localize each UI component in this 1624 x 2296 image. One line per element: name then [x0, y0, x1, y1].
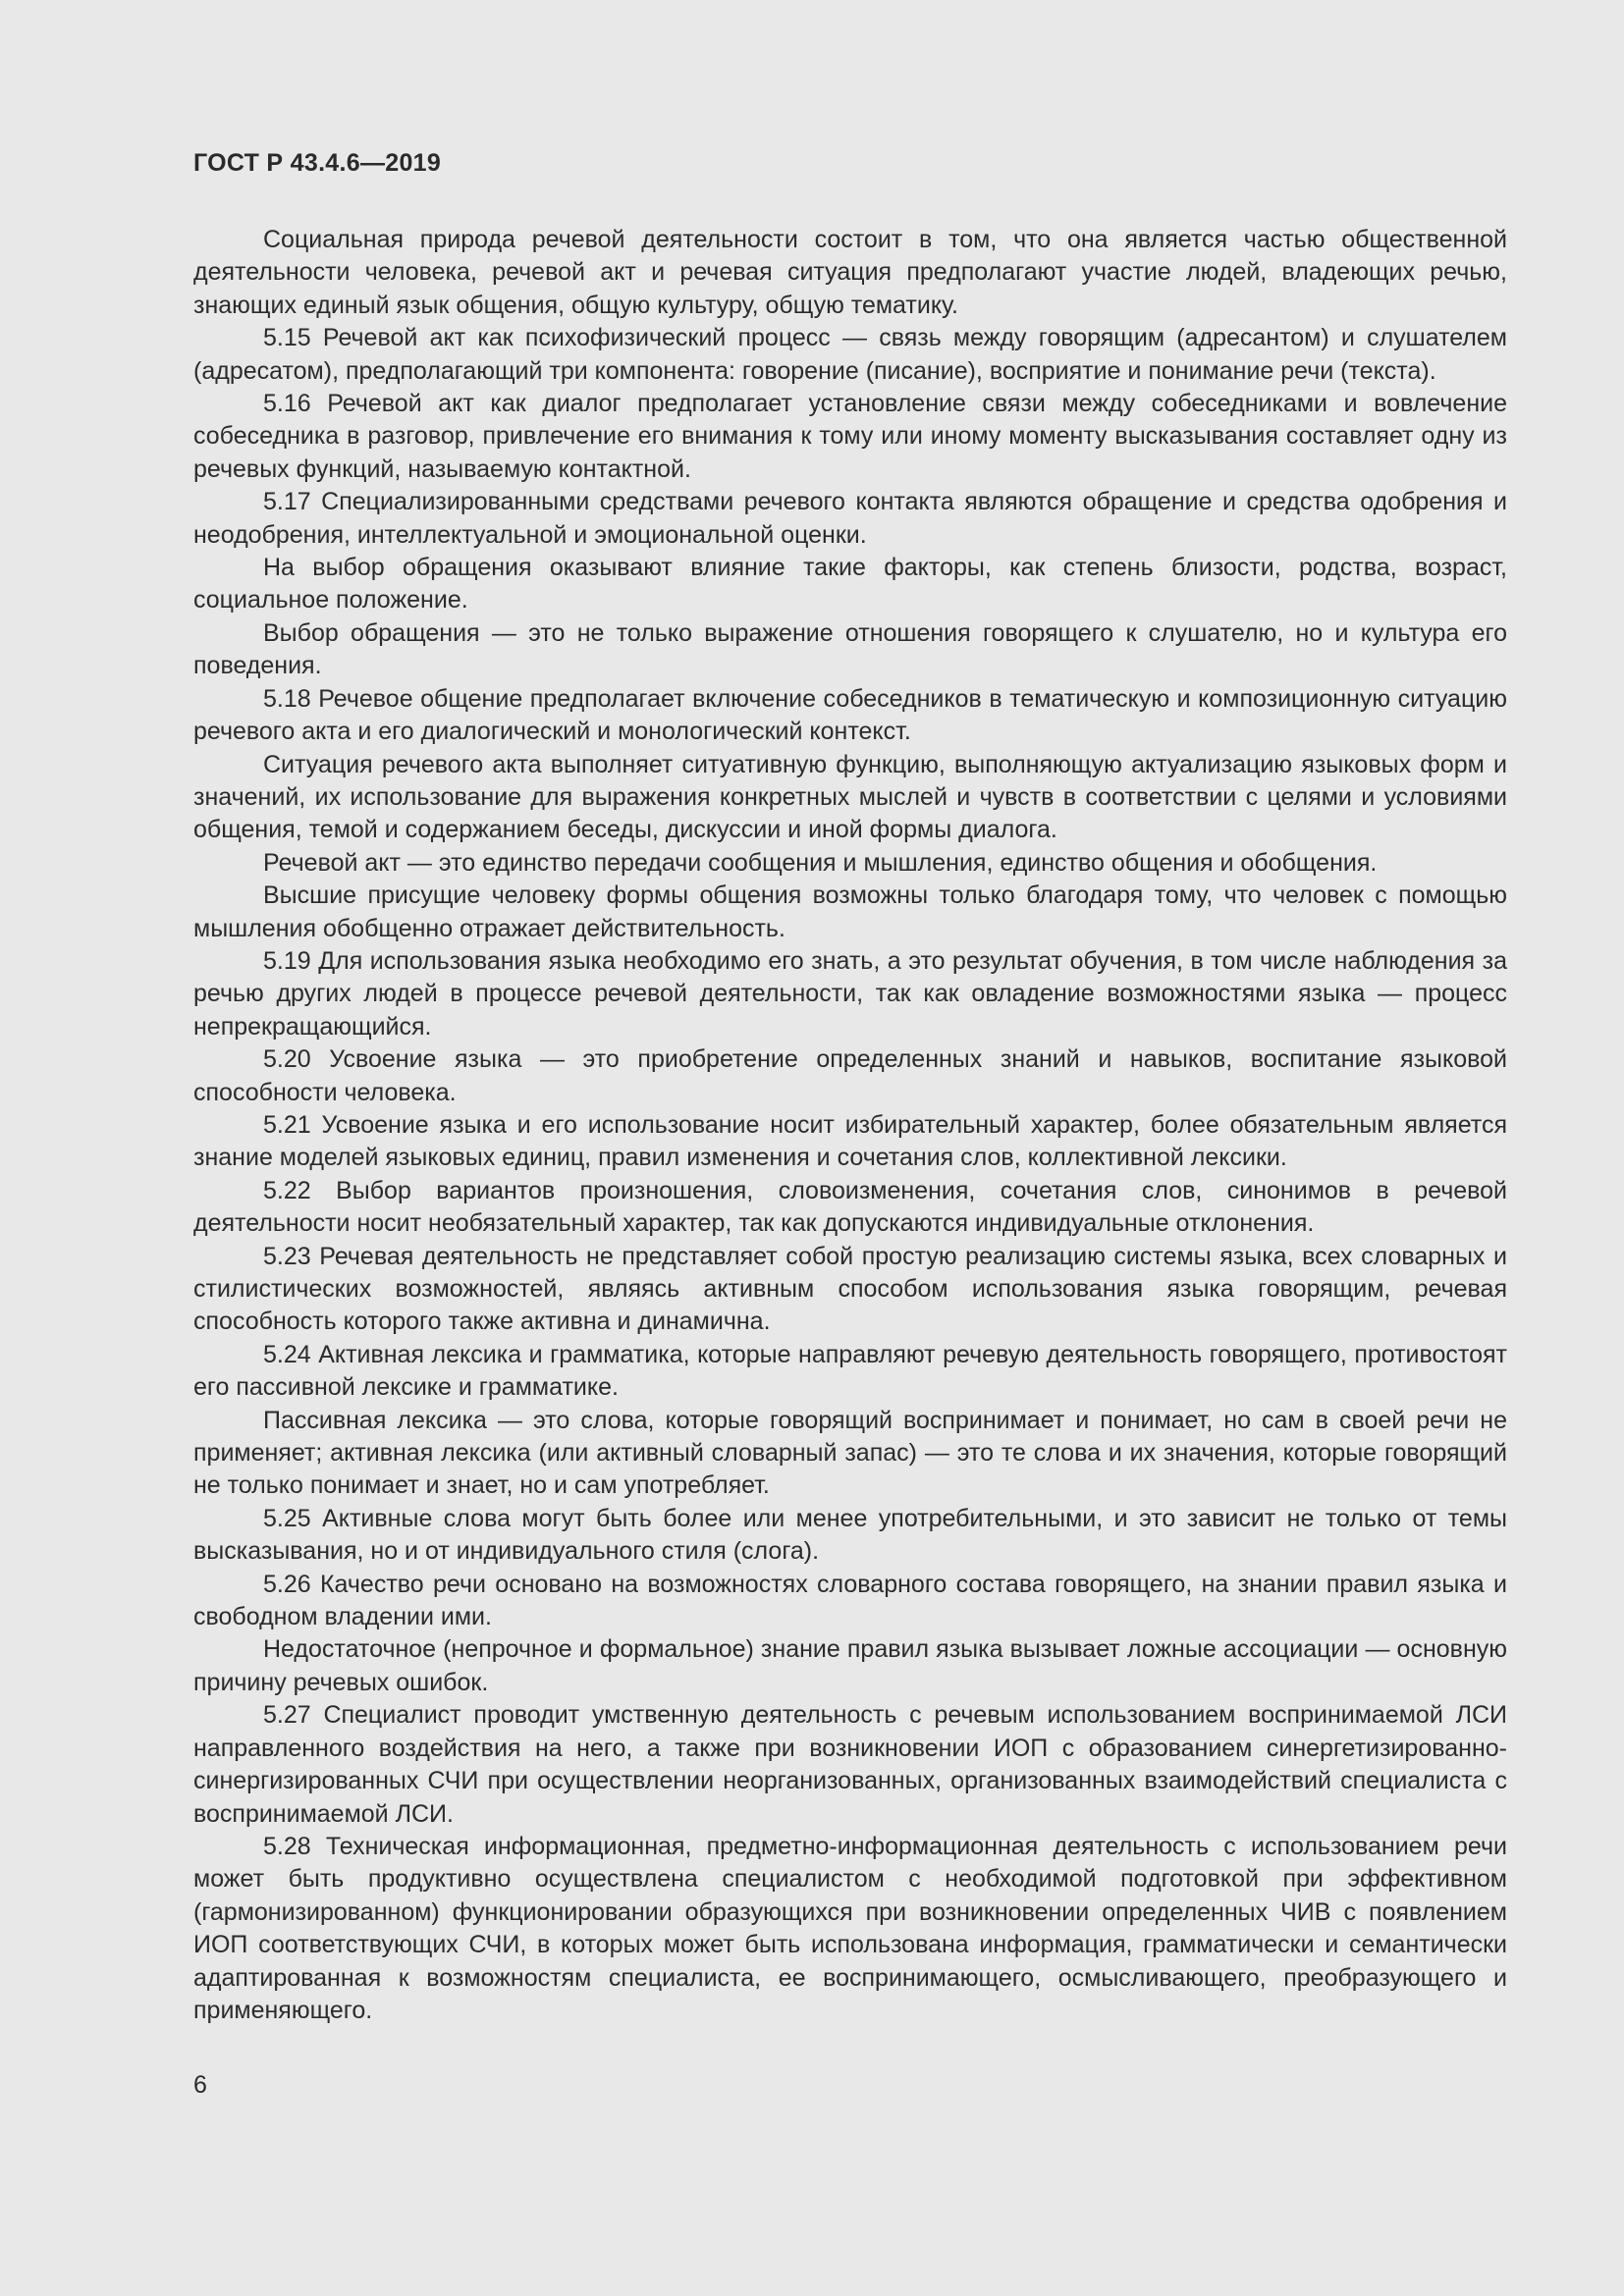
paragraph: 5.17 Специализированными средствами речевого контакта являются обращение и средства одобрения и неодобрения, интеллектуальной и эмоциональной оценки.: [193, 488, 1507, 549]
paragraph: 5.15 Речевой акт как психофизический процесс — связь между говорящим (адресантом) и слушателем (адресатом), предполагающий три компонента: говорение (писание), восприятие и понимание речи (текста).: [193, 324, 1507, 385]
paragraph: Ситуация речевого акта выполняет ситуативную функцию, выполняющую актуализацию языковых форм и значений, их использование для выражения конкретных мыслей и чувств в соответствии с целями и условиями общения, темой и содержанием беседы, дискуссии и иной формы диалога.: [193, 750, 1507, 844]
paragraph: 5.24 Активная лексика и грамматика, которые направляют речевую деятельность говорящего, противостоят его пассивной лексике и грамматике.: [193, 1340, 1507, 1402]
document-code-header: ГОСТ Р 43.4.6—2019: [193, 149, 442, 177]
paragraph: 5.16 Речевой акт как диалог предполагает установление связи между собеседниками и вовлечение собеседника в разговор, привлечение его внимания к тому или иному моменту высказывания составляет одну из речевых функций, называемую контактной.: [193, 390, 1507, 483]
paragraph: 5.18 Речевое общение предполагает включение собеседников в тематическую и композиционную ситуацию речевого акта и его диалогический и монологический контекст.: [193, 684, 1507, 746]
paragraph: 5.19 Для использования языка необходимо его знать, а это результат обучения, в том числе наблюдения за речью других людей в процессе речевой деятельности, так как овладение возможностями языка — процесс непрекращающийся.: [193, 946, 1507, 1041]
paragraph: 5.23 Речевая деятельность не представляет собой простую реализацию системы языка, всех словарных и стилистических возможностей, являясь активным способом использования языка говорящим, речевая способность которого также активна и динамична.: [193, 1242, 1507, 1336]
paragraph: 5.25 Активные слова могут быть более или менее употребительными, и это зависит не только от темы высказывания, но и от индивидуального стиля (слога).: [193, 1504, 1507, 1566]
paragraph: На выбор обращения оказывают влияние такие факторы, как степень близости, родства, возраст, социальное положение.: [193, 554, 1507, 614]
paragraph: Социальная природа речевой деятельности состоит в том, что она является частью общественной деятельности человека, речевой акт и речевая ситуация предполагают участие людей, владеющих речью, знающих единый язык общения, общую культуру, общую тематику.: [193, 226, 1507, 319]
paragraph: 5.27 Специалист проводит умственную деятельность с речевым использованием воспринимаемой ЛСИ направленного воздействия на него, а также при возникновении ИОП с образованием синергетизированно-синергизированных СЧИ при осуществлении неорганизованных, организованных взаимодействий специалиста с воспринимаемой ЛСИ.: [193, 1701, 1507, 1828]
paragraph: 5.21 Усвоение языка и его использование носит избирательный характер, более обязательным является знание моделей языковых единиц, правил изменения и сочетания слов, коллективной лексики.: [193, 1110, 1507, 1172]
paragraph: Пассивная лексика — это слова, которые говорящий воспринимает и понимает, но сам в своей речи не применяет; активная лексика (или активный словарный запас) — это те слова и их значения, которые говорящий не только понимает и знает, но и сам употребляет.: [193, 1406, 1507, 1500]
paragraph: Выбор обращения — это не только выражение отношения говорящего к слушателю, но и культура его поведения.: [193, 618, 1507, 680]
document-body: [193, 224, 1507, 2027]
paragraph: Речевой акт — это единство передачи сообщения и мышления, единство общения и обобщения.: [263, 848, 1378, 877]
paragraph: 5.22 Выбор вариантов произношения, словоизменения, сочетания слов, синонимов в речевой деятельности носит необязательный характер, так как допускаются индивидуальные отклонения.: [193, 1176, 1507, 1238]
paragraph: 5.20 Усвоение языка — это приобретение определенных знаний и навыков, воспитание языковой способности человека.: [193, 1045, 1507, 1106]
paragraph: Недостаточное (непрочное и формальное) знание правил языка вызывает ложные ассоциации — основную причину речевых ошибок.: [193, 1635, 1507, 1696]
page-number: 6: [193, 2071, 207, 2099]
paragraph: 5.26 Качество речи основано на возможностях словарного состава говорящего, на знании правил языка и свободном владении ими.: [193, 1570, 1507, 1631]
paragraph: 5.28 Техническая информационная, предметно-информационная деятельность с использованием речи может быть продуктивно осуществлена специалистом с необходимой подготовкой при эффективном (гармонизированном) функционировании образующихся при возникновении определенных ЧИВ с появлением ИОП соответствующих СЧИ, в которых может быть использована информация, грамматически и семантически адаптированная к возможностям специалиста, ее воспринимающего, осмысливающего, преобразующего и применяющего.: [193, 1832, 1507, 2024]
paragraph: Высшие присущие человеку формы общения возможны только благодаря тому, что человек с помощью мышления обобщенно отражает действительность.: [193, 881, 1507, 942]
